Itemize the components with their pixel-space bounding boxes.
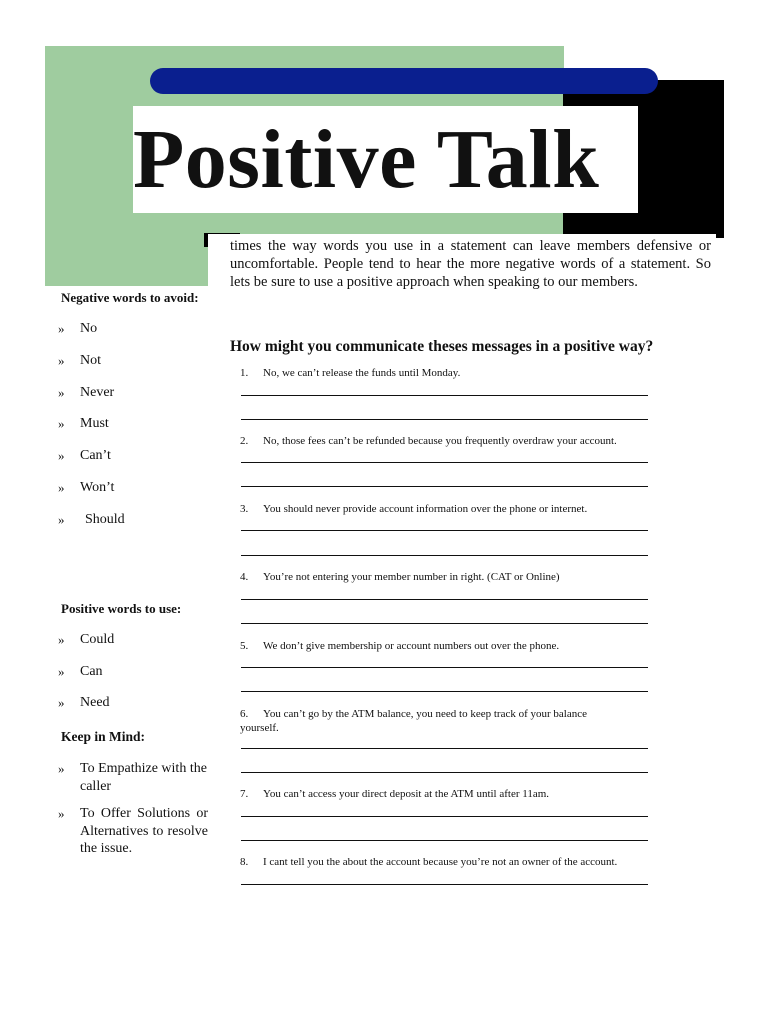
answer-line[interactable] — [241, 748, 648, 749]
question-text: You’re not entering your member number in right. (CAT or Online) — [263, 571, 560, 583]
answer-line[interactable] — [241, 395, 648, 396]
answer-line[interactable] — [241, 623, 648, 624]
question-7 — [240, 788, 549, 800]
negative-word: Won’t — [80, 480, 115, 495]
bullet-marker: » — [58, 632, 65, 647]
answer-line[interactable] — [241, 840, 648, 841]
question-4 — [240, 571, 560, 583]
question-number: 2. — [240, 435, 249, 447]
page-title: Positive Talk — [133, 113, 600, 206]
answer-line[interactable] — [241, 419, 648, 420]
question-number: 6. — [240, 708, 249, 720]
answer-line[interactable] — [241, 530, 648, 531]
keep-in-mind-heading: Keep in Mind: — [61, 729, 146, 744]
negative-word: Should — [85, 512, 125, 527]
negative-word: Not — [80, 353, 101, 368]
bullet-marker: » — [58, 353, 65, 368]
negative-word: No — [80, 321, 98, 336]
questions-heading: How might you communicate theses messages in a positive way? — [230, 338, 654, 355]
question-5 — [240, 640, 559, 652]
question-6-continued — [240, 722, 279, 734]
answer-line[interactable] — [241, 486, 648, 487]
bullet-marker: » — [58, 761, 65, 776]
question-6 — [240, 708, 587, 720]
question-number: 1. — [240, 367, 249, 379]
question-8 — [240, 856, 617, 868]
positive-word: Could — [80, 632, 115, 647]
question-number: 4. — [240, 571, 249, 583]
bullet-marker: » — [58, 480, 65, 495]
answer-line[interactable] — [241, 691, 648, 692]
answer-line[interactable] — [241, 462, 648, 463]
question-text: No, those fees can’t be refunded because you frequently overdraw your account. — [263, 435, 617, 447]
answer-line[interactable] — [241, 667, 648, 668]
question-text: You can’t go by the ATM balance, you need to keep track of your balance — [263, 708, 588, 720]
question-number: 8. — [240, 856, 249, 868]
question-text: You can’t access your direct deposit at the ATM until after 11am. — [263, 788, 550, 800]
negative-words-heading: Negative words to avoid: — [61, 290, 199, 305]
question-number: 7. — [240, 788, 249, 800]
blue-header-bar — [150, 68, 658, 94]
bullet-marker: » — [58, 385, 65, 400]
question-number: 5. — [240, 640, 249, 652]
bullet-marker: » — [58, 321, 65, 336]
negative-word: Must — [80, 416, 109, 431]
keep-in-mind-text: To Offer Solutions or Alternatives to resolve the issue. — [80, 806, 208, 856]
answer-line[interactable] — [241, 816, 648, 817]
bullet-marker: » — [58, 806, 65, 821]
question-text: You should never provide account information over the phone or internet. — [263, 503, 588, 515]
question-2 — [240, 435, 617, 447]
answer-line[interactable] — [241, 772, 648, 773]
negative-word: Never — [80, 385, 115, 400]
answer-line[interactable] — [241, 884, 648, 885]
positive-word: Can — [80, 664, 103, 679]
bullet-marker: » — [58, 416, 65, 431]
question-3 — [240, 503, 587, 515]
bullet-marker: » — [58, 695, 65, 710]
title-box — [133, 106, 638, 213]
question-text: I cant tell you the about the account because you’re not an owner of the account. — [263, 856, 618, 868]
question-1 — [240, 367, 460, 379]
negative-word: Can’t — [80, 448, 111, 463]
bullet-marker: » — [58, 512, 65, 527]
answer-line[interactable] — [241, 599, 648, 600]
answer-line[interactable] — [241, 555, 648, 556]
question-text: No, we can’t release the funds until Monday. — [263, 367, 461, 379]
bullet-marker: » — [58, 448, 65, 463]
question-number: 3. — [240, 503, 249, 515]
keep-in-mind-text: To Empathize with the caller — [80, 761, 207, 794]
question-text: We don’t give membership or account numbers out over the phone. — [263, 640, 560, 652]
positive-words-heading: Positive words to use: — [61, 601, 182, 616]
intro-paragraph: times the way words you use in a statement can leave members defensive or uncomfortable. People tend to hear the more negative words of a statement. So lets be sure to use a positive approach when speaking to our members. — [230, 238, 711, 290]
positive-word: Need — [80, 695, 110, 710]
bullet-marker: » — [58, 664, 65, 679]
question-text: yourself. — [240, 722, 279, 734]
